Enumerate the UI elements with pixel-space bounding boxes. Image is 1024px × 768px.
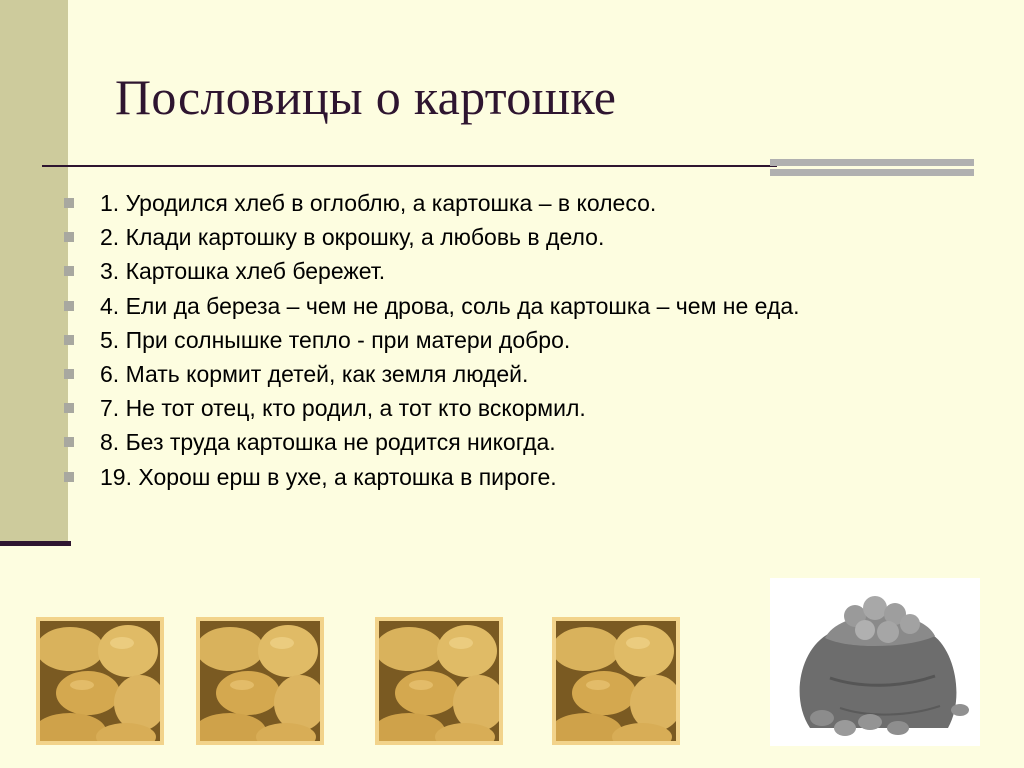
proverb-text: 1. Уродился хлеб в оглоблю, а картошка – в колесо. xyxy=(100,190,657,216)
potato-photo-2 xyxy=(196,617,324,745)
proverb-text: 2. Клади картошку в окрошку, а любовь в дело. xyxy=(100,224,605,251)
square-bullet-icon xyxy=(64,198,74,208)
proverb-text: 19. Хорош ерш в ухе, а картошка в пироге. xyxy=(100,463,557,490)
side-band xyxy=(0,0,68,545)
potatoes-icon xyxy=(40,621,160,741)
potato-photo-4 xyxy=(552,617,680,745)
proverb-text: 7. Не тот отец, кто родил, а тот кто вскормил. xyxy=(100,395,586,422)
potato-sack-photo xyxy=(770,578,980,746)
list-item xyxy=(64,425,800,459)
list-item xyxy=(64,186,800,220)
potato-photo-3 xyxy=(375,617,503,745)
side-band-divider xyxy=(0,541,71,546)
potatoes-icon xyxy=(379,621,499,741)
square-bullet-icon xyxy=(64,266,74,276)
square-bullet-icon xyxy=(64,335,74,345)
proverb-text: 3. Картошка хлеб бережет. xyxy=(100,258,386,285)
square-bullet-icon xyxy=(64,403,74,413)
square-bullet-icon xyxy=(64,301,74,311)
square-bullet-icon xyxy=(64,472,74,482)
potato-photo-1 xyxy=(36,617,164,745)
square-bullet-icon xyxy=(64,437,74,447)
list-item xyxy=(64,391,800,425)
proverb-text: 6. Мать кормит детей, как земля людей. xyxy=(100,360,529,387)
list-item xyxy=(64,357,800,391)
list-item xyxy=(64,254,800,288)
list-item xyxy=(64,460,800,494)
proverb-text: 4. Ели да береза – чем не дрова, соль да картошка – чем не еда. xyxy=(100,292,800,319)
slide-title: Пословицы о картошке xyxy=(115,69,617,125)
title-rule xyxy=(42,165,777,167)
title-accent-bar xyxy=(770,159,974,177)
square-bullet-icon xyxy=(64,232,74,242)
proverb-list xyxy=(64,186,800,494)
potatoes-icon xyxy=(200,621,320,741)
square-bullet-icon xyxy=(64,369,74,379)
list-item xyxy=(64,289,800,323)
potatoes-icon xyxy=(556,621,676,741)
proverb-text: 8. Без труда картошка не родится никогда. xyxy=(100,429,556,456)
list-item xyxy=(64,220,800,254)
potato-sack-icon xyxy=(770,578,980,746)
list-item xyxy=(64,323,800,357)
proverb-text: 5. При солнышке тепло - при матери добро. xyxy=(100,326,571,353)
